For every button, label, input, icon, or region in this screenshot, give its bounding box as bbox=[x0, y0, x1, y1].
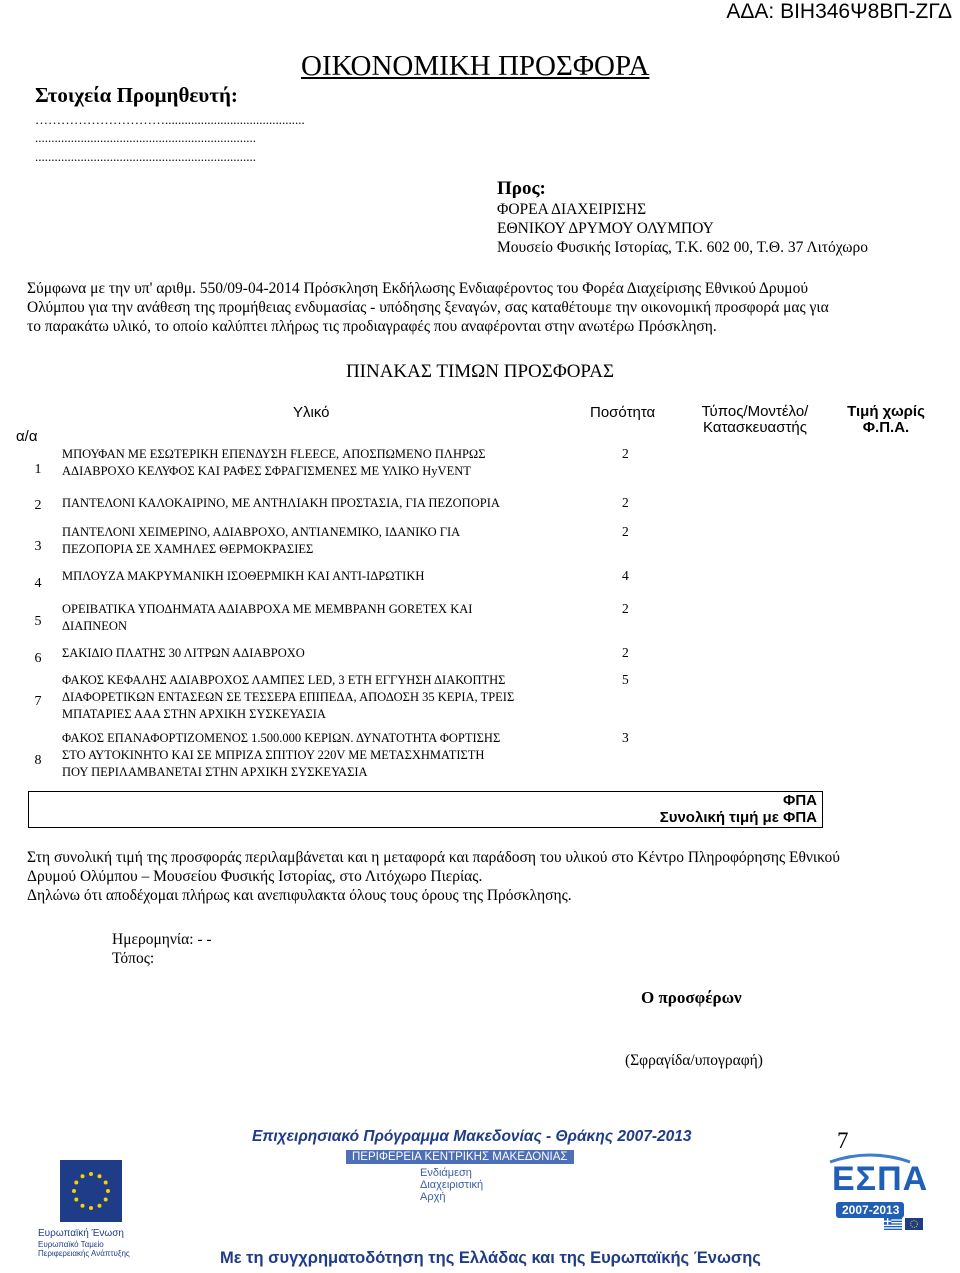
row-description-line: ΟΡΕΙΒΑΤΙΚΑ ΥΠΟΔΗΜΑΤΑ ΑΔΙΑΒΡΟΧΑ ΜΕ ΜΕΜΒΡΑΝΗ GORETEX ΚΑΙ bbox=[62, 602, 473, 616]
header-aa: α/α bbox=[16, 428, 38, 445]
supplier-dots-line: …………………………........................................... bbox=[35, 112, 305, 127]
supplier-dots-line: .................................................................... bbox=[35, 149, 256, 164]
intro-line: Ολύμπου για την ανάθεση της προμήθειας ενδυμασίας - υπόδησης ξεναγών, σας καταθέτουμε την οικονομική προσφορά μας για bbox=[27, 299, 829, 316]
intro-line: Σύμφωνα με την υπ' αριθμ. 550/09-04-2014 Πρόσκληση Εκδήλωσης Ενδιαφέροντος του Φορέα Διαχείρισης Εθνικού Δρυμού bbox=[27, 280, 809, 297]
row-description-line: ΔΙΑΦΟΡΕΤΙΚΩΝ ΕΝΤΑΣΕΩΝ ΣΕ ΤΕΣΣΕΡΑ ΕΠΙΠΕΔΑ, ΑΠΟΔΟΣΗ 35 ΚΕΡΙΑ, ΤΡΕΙΣ bbox=[62, 690, 515, 704]
offerer-label: Ο προσφέρων bbox=[641, 988, 742, 1007]
managing-authority-line: Διαχειριστική bbox=[420, 1179, 484, 1191]
eu-flag-icon bbox=[60, 1160, 122, 1222]
row-number: 2 bbox=[34, 498, 42, 513]
row-description bbox=[62, 672, 582, 723]
row-quantity: 3 bbox=[622, 730, 629, 745]
row-quantity: 4 bbox=[622, 568, 629, 583]
page-number: 7 bbox=[837, 1128, 849, 1153]
row-description bbox=[62, 495, 582, 512]
recipient-heading: Προς: bbox=[497, 178, 546, 199]
row-description bbox=[62, 645, 582, 662]
row-quantity: 2 bbox=[622, 495, 629, 510]
total-label: Συνολική τιμή με ΦΠΑ bbox=[659, 809, 817, 826]
row-description-line: ΦΑΚΟΣ ΕΠΑΝΑΦΟΡΤΙΖΟΜΕΝΟΣ 1.500.000 ΚΕΡΙΩΝ. ΔΥΝΑΤΟΤΗΤΑ ΦΟΡΤΙΣΗΣ bbox=[62, 731, 501, 745]
header-item: Υλικό bbox=[293, 404, 330, 421]
row-description-line: ΣΑΚΙΔΙΟ ΠΛΑΤΗΣ 30 ΛΙΤΡΩΝ ΑΔΙΑΒΡΟΧΟ bbox=[62, 646, 305, 660]
page-title: ΟΙΚΟΝΟΜΙΚΗ ΠΡΟΣΦΟΡΑ bbox=[301, 50, 650, 82]
row-description bbox=[62, 730, 582, 781]
row-quantity: 2 bbox=[622, 645, 629, 660]
row-description bbox=[62, 568, 582, 585]
row-number: 5 bbox=[34, 614, 42, 629]
row-number: 8 bbox=[34, 753, 42, 768]
managing-authority bbox=[420, 1167, 483, 1203]
row-number: 7 bbox=[34, 694, 42, 709]
row-number: 4 bbox=[34, 576, 42, 591]
closing-line: Στη συνολική τιμή της προσφοράς περιλαμβάνεται και η μεταφορά και παράδοση του υλικού στο Κέντρο Πληροφόρησης Εθνικού bbox=[27, 849, 840, 866]
row-quantity: 2 bbox=[622, 446, 629, 461]
managing-authority-line: Αρχή bbox=[420, 1191, 446, 1203]
row-description-line: ΜΠΑΤΑΡΙΕΣ ΑΑΑ ΣΤΗΝ ΑΡΧΙΚΗ ΣΥΣΚΕΥΑΣΙΑ bbox=[62, 707, 326, 721]
row-description-line: ΠΟΥ ΠΕΡΙΛΑΜΒΑΝΕΤΑΙ ΣΤΗΝ ΑΡΧΙΚΗ ΣΥΣΚΕΥΑΣΙΑ bbox=[62, 765, 368, 779]
row-description bbox=[62, 446, 582, 480]
place-label: Τόπος: bbox=[112, 950, 155, 967]
header-price: Τιμή χωρίς Φ.Π.Α. bbox=[847, 403, 925, 436]
intro-paragraph bbox=[27, 279, 937, 336]
row-description-line: ΦΑΚΟΣ ΚΕΦΑΛΗΣ ΑΔΙΑΒΡΟΧΟΣ ΛΑΜΠΕΣ LED, 3 ΕΤΗ ΕΓΓΥΗΣΗ ΔΙΑΚΟΠΤΗΣ bbox=[62, 673, 506, 687]
eu-fund-line: Περιφερειακής Ανάπτυξης bbox=[38, 1249, 130, 1258]
header-qty: Ποσότητα bbox=[590, 404, 656, 421]
row-description-line: ΣΤΟ ΑΥΤΟΚΙΝΗΤΟ ΚΑΙ ΣΕ ΜΠΡΙΖΑ ΣΠΙΤΙΟΥ 220V ΜΕ ΜΕΤΑΣΧΗΜΑΤΙΣΤΗ bbox=[62, 748, 485, 762]
row-number: 1 bbox=[34, 462, 42, 477]
row-description-line: ΠΑΝΤΕΛΟΝΙ ΧΕΙΜΕΡΙΝΟ, ΑΔΙΑΒΡΟΧΟ, ΑΝΤΙΑΝΕΜΙΚΟ, ΙΔΑΝΙΚΟ ΓΙΑ bbox=[62, 525, 461, 539]
row-description-line: ΜΠΛΟΥΖΑ ΜΑΚΡΥΜΑΝΙΚΗ ΙΣΟΘΕΡΜΙΚΗ ΚΑΙ ΑΝΤΙ-ΙΔΡΩΤΙΚΗ bbox=[62, 569, 425, 583]
managing-authority-line: Ενδιάμεση bbox=[420, 1167, 472, 1179]
row-description-line: ΠΑΝΤΕΛΟΝΙ ΚΑΛΟΚΑΙΡΙΝΟ, ΜΕ ΑΝΤΗΛΙΑΚΗ ΠΡΟΣΤΑΣΙΑ, ΓΙΑ ΠΕΖΟΠΟΡΙΑ bbox=[62, 496, 500, 510]
row-description-line: ΔΙΑΠΝΕΟΝ bbox=[62, 619, 127, 633]
row-description-line: ΑΔΙΑΒΡΟΧΟ ΚΕΛΥΦΟΣ ΚΑΙ ΡΑΦΕΣ ΣΦΡΑΓΙΣΜΕΝΕΣ ΜΕ ΥΛΙΚΟ ΗyVENT bbox=[62, 464, 471, 478]
table-title: ΠΙΝΑΚΑΣ ΤΙΜΩΝ ΠΡΟΣΦΟΡΑΣ bbox=[345, 361, 615, 382]
row-quantity: 2 bbox=[622, 601, 629, 616]
header-type: Τύπος/Μοντέλο/ Κατασκευαστής bbox=[701, 403, 809, 436]
recipient-line: Μουσείο Φυσικής Ιστορίας, Τ.Κ. 602 00, Τ.Θ. 37 Λιτόχωρο bbox=[497, 239, 868, 256]
date-label: Ημερομηνία: - - bbox=[112, 931, 212, 948]
row-description-line: ΜΠΟΥΦΑΝ ΜΕ ΕΣΩΤΕΡΙΚΗ ΕΠΕΝΔΥΣΗ FLEECE, ΑΠΟΣΠΩΜΕΝΟ ΠΛΗΡΩΣ bbox=[62, 447, 486, 461]
eu-fund bbox=[38, 1240, 130, 1258]
recipient-line: ΕΘΝΙΚΟΥ ΔΡΥΜΟΥ ΟΛΥΜΠΟΥ bbox=[497, 220, 714, 237]
eu-label: Ευρωπαϊκή Ένωση bbox=[38, 1228, 124, 1239]
vat-label: ΦΠΑ bbox=[783, 792, 817, 809]
co-funding-tagline: Με τη συγχρηματοδότηση της Ελλάδας και της Ευρωπαϊκής Ένωσης bbox=[220, 1249, 761, 1267]
program-banner: Επιχειρησιακό Πρόγραμμα Μακεδονίας - Θράκης 2007-2013 bbox=[252, 1128, 692, 1145]
row-description-line: ΠΕΖΟΠΟΡΙΑ ΣΕ ΧΑΜΗΛΕΣ ΘΕΡΜΟΚΡΑΣΙΕΣ bbox=[62, 542, 314, 556]
closing-line: Δρυμού Ολύμπου – Μουσείου Φυσικής Ιστορίας, στο Λιτόχωρο Πιερίας. bbox=[27, 868, 483, 885]
row-quantity: 5 bbox=[622, 672, 629, 687]
date-place-block bbox=[112, 930, 212, 968]
ada-code: ΑΔΑ: ΒΙΗ346Ψ8ΒΠ-ΖΓΔ bbox=[726, 0, 952, 23]
intro-line: το παρακάτω υλικό, το οποίο καλύπτει πλήρως τις προδιαγραφές που αναφέρονται στην ανωτέρω Πρόσκληση. bbox=[27, 318, 717, 335]
row-number: 6 bbox=[34, 651, 42, 666]
row-quantity: 2 bbox=[622, 524, 629, 539]
row-description bbox=[62, 524, 582, 558]
eu-fund-line: Ευρωπαϊκό Ταμείο bbox=[38, 1240, 104, 1249]
espa-logo bbox=[820, 1152, 929, 1230]
region-banner: ΠΕΡΙΦΕΡΕΙΑ ΚΕΝΤΡΙΚΗΣ ΜΑΚΕΔΟΝΙΑΣ bbox=[346, 1150, 574, 1164]
recipient-line: ΦΟΡΕΑ ΔΙΑΧΕΙΡΙΣΗΣ bbox=[497, 201, 647, 218]
stamp-label: (Σφραγίδα/υπογραφή) bbox=[625, 1052, 763, 1069]
espa-text: ΕΣΠΑ bbox=[832, 1160, 929, 1198]
row-description bbox=[62, 601, 582, 635]
supplier-label: Στοιχεία Προμηθευτή: bbox=[35, 83, 238, 107]
row-number: 3 bbox=[34, 539, 42, 554]
espa-years: 2007-2013 bbox=[842, 1203, 900, 1217]
supplier-dots-line: .................................................................... bbox=[35, 130, 256, 145]
closing-line: Δηλώνω ότι αποδέχομαι πλήρως και ανεπιφυλακτα όλους τους όρους της Πρόσκλησης. bbox=[27, 887, 572, 904]
